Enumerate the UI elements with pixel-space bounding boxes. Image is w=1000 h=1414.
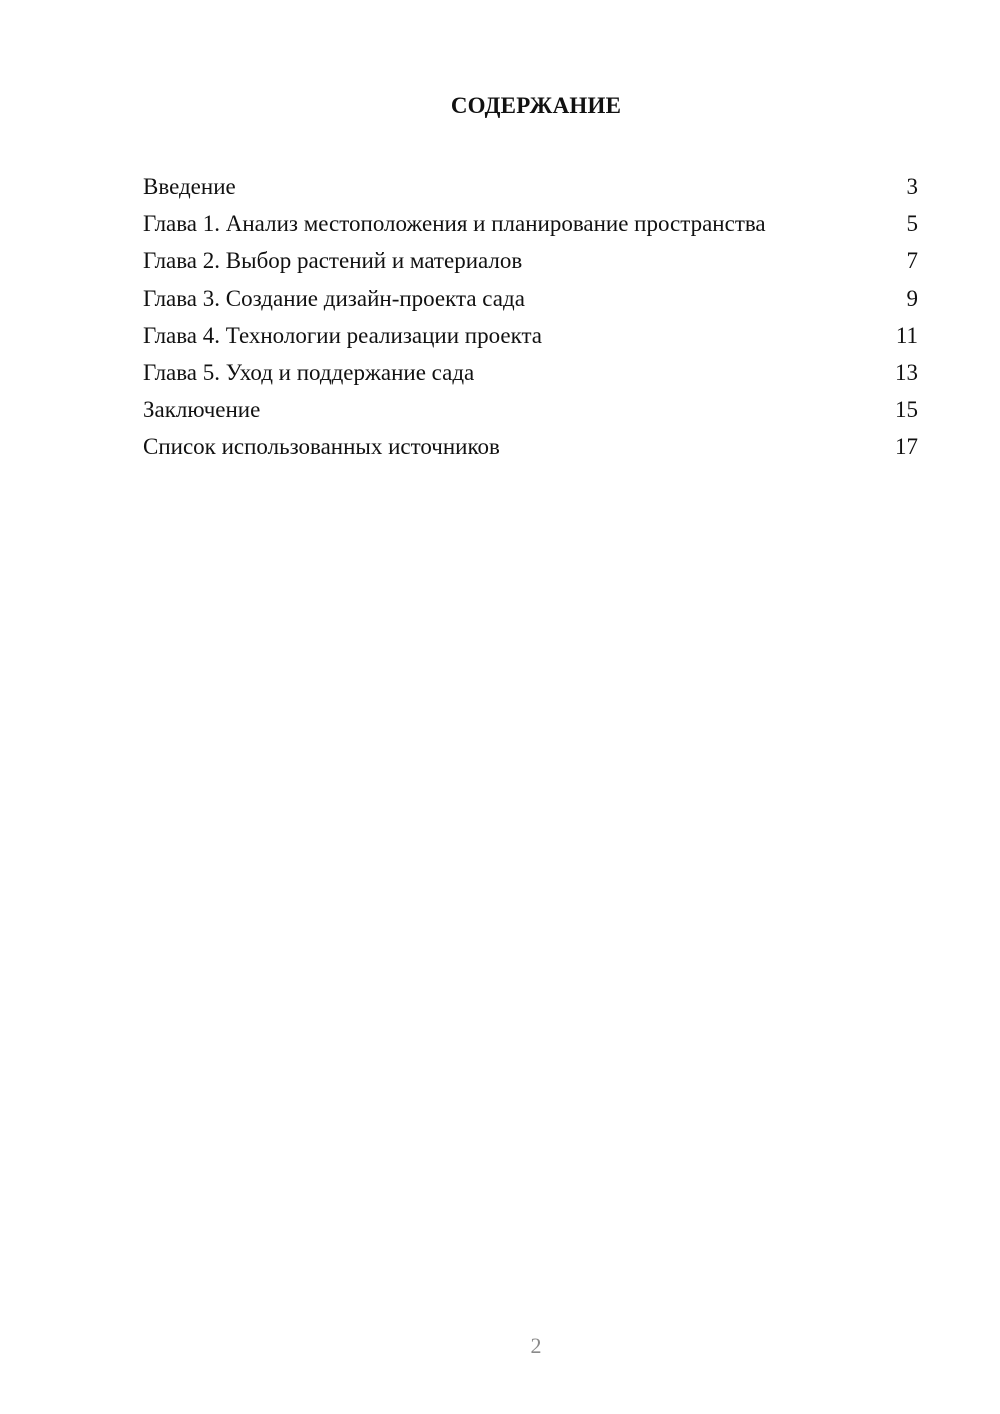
- toc-entry-page-number: 9: [906, 285, 918, 311]
- toc-entry-page-number: 13: [895, 359, 918, 385]
- toc-entry-label: Заключение: [143, 397, 261, 423]
- toc-entry-label: Глава 1. Анализ местоположения и планирование пространства: [143, 211, 766, 237]
- toc-entry-label: Список использованных источников: [143, 434, 500, 460]
- toc-entry-chapter-4[interactable]: [143, 317, 918, 354]
- toc-entry-chapter-2[interactable]: [143, 242, 918, 279]
- toc-entry-references[interactable]: [143, 428, 918, 465]
- toc-entry-chapter-5[interactable]: [143, 354, 918, 391]
- toc-entry-page-number: 11: [895, 322, 918, 348]
- toc-entry-page-number: 7: [906, 248, 918, 274]
- table-of-contents: [143, 168, 918, 466]
- toc-entry-chapter-1[interactable]: [143, 205, 918, 242]
- toc-entry-label: Глава 4. Технологии реализации проекта: [143, 322, 542, 348]
- page-title: СОДЕРЖАНИЕ: [450, 93, 622, 118]
- toc-entry-label: Глава 2. Выбор растений и материалов: [143, 248, 523, 274]
- toc-entry-label: Глава 5. Уход и поддержание сада: [143, 359, 475, 385]
- toc-entry-page-number: 3: [906, 174, 918, 199]
- toc-entry-page-number: 5: [906, 211, 918, 237]
- toc-entry-introduction[interactable]: [143, 168, 918, 205]
- toc-entry-page-number: 17: [895, 434, 918, 460]
- toc-entry-label: Глава 3. Создание дизайн-проекта сада: [143, 285, 525, 311]
- toc-entry-label: Введение: [143, 174, 236, 199]
- toc-entry-conclusion[interactable]: [143, 391, 918, 428]
- toc-entry-page-number: 15: [895, 397, 918, 423]
- toc-entry-chapter-3[interactable]: [143, 280, 918, 317]
- page-number: 2: [530, 1333, 542, 1358]
